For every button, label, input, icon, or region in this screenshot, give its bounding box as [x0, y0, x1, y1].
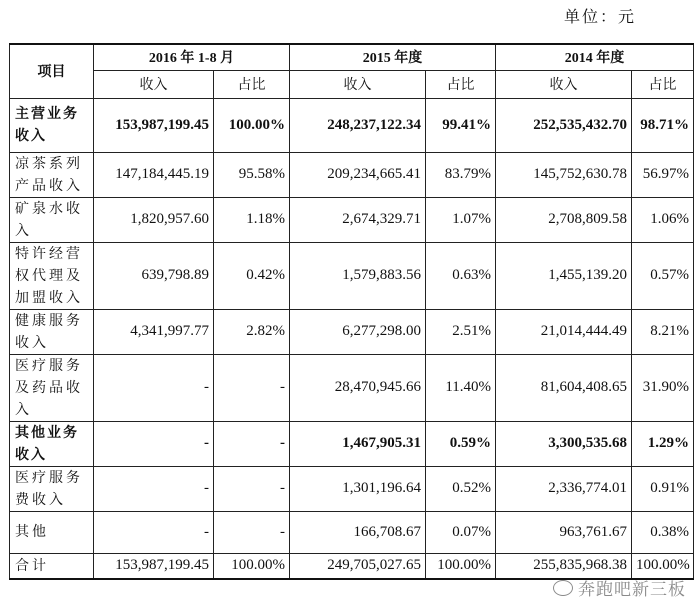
ratio-cell: 100.00%: [632, 553, 694, 579]
row-label: 主营业务收入: [10, 98, 94, 152]
ratio-cell: -: [214, 421, 290, 466]
ratio-cell: 0.38%: [632, 511, 694, 553]
subheader-income: 收入: [94, 70, 214, 98]
row-label: 特许经营权代理及加盟收入: [10, 242, 94, 309]
wechat-logo-icon: [553, 580, 573, 596]
income-cell: 1,467,905.31: [290, 421, 426, 466]
subheader-ratio: 占比: [632, 70, 694, 98]
table-row: [10, 242, 694, 309]
row-label: 医疗服务费收入: [10, 466, 94, 511]
ratio-cell: 31.90%: [632, 354, 694, 421]
ratio-cell: 0.57%: [632, 242, 694, 309]
income-cell: 145,752,630.78: [496, 152, 632, 197]
income-cell: 147,184,445.19: [94, 152, 214, 197]
ratio-cell: 1.07%: [426, 197, 496, 242]
ratio-cell: 95.58%: [214, 152, 290, 197]
unit-label: 单位：元: [563, 7, 636, 26]
ratio-cell: 0.59%: [426, 421, 496, 466]
income-cell: 6,277,298.00: [290, 309, 426, 354]
subheader-income: 收入: [496, 70, 632, 98]
subheader-ratio: 占比: [426, 70, 496, 98]
table-row: [10, 354, 694, 421]
ratio-cell: 2.82%: [214, 309, 290, 354]
row-label: 矿泉水收入: [10, 197, 94, 242]
income-cell: 248,237,122.34: [290, 98, 426, 152]
col-header-item: 项目: [10, 44, 94, 98]
watermark-text: 奔跑吧新三板: [578, 580, 686, 600]
subheader-income: 收入: [290, 70, 426, 98]
row-label: 医疗服务及药品收入: [10, 354, 94, 421]
income-cell: 153,987,199.45: [94, 98, 214, 152]
income-cell: 81,604,408.65: [496, 354, 632, 421]
income-cell: 2,674,329.71: [290, 197, 426, 242]
income-cell: 3,300,535.68: [496, 421, 632, 466]
income-cell: 639,798.89: [94, 242, 214, 309]
income-cell: 153,987,199.45: [94, 553, 214, 579]
ratio-cell: 2.51%: [426, 309, 496, 354]
row-label: 其他业务收入: [10, 421, 94, 466]
income-cell: 166,708.67: [290, 511, 426, 553]
income-cell: 1,455,139.20: [496, 242, 632, 309]
ratio-cell: -: [214, 466, 290, 511]
income-table: [9, 43, 694, 580]
ratio-cell: 0.52%: [426, 466, 496, 511]
table-row: [10, 511, 694, 553]
income-cell: 1,820,957.60: [94, 197, 214, 242]
ratio-cell: 99.41%: [426, 98, 496, 152]
ratio-cell: 0.63%: [426, 242, 496, 309]
table-row: [10, 197, 694, 242]
ratio-cell: 11.40%: [426, 354, 496, 421]
income-cell: 21,014,444.49: [496, 309, 632, 354]
income-cell: 252,535,432.70: [496, 98, 632, 152]
table-row: [10, 98, 694, 152]
watermark: [553, 575, 686, 600]
subheader-ratio: 占比: [214, 70, 290, 98]
row-label: 合计: [10, 553, 94, 579]
table-body: [10, 98, 694, 579]
ratio-cell: 100.00%: [426, 553, 496, 579]
income-cell: 209,234,665.41: [290, 152, 426, 197]
ratio-cell: -: [214, 511, 290, 553]
income-cell: 2,336,774.01: [496, 466, 632, 511]
row-label: 健康服务收入: [10, 309, 94, 354]
income-cell: 4,341,997.77: [94, 309, 214, 354]
ratio-cell: 100.00%: [214, 553, 290, 579]
income-cell: 2,708,809.58: [496, 197, 632, 242]
table-row: [10, 421, 694, 466]
ratio-cell: 1.18%: [214, 197, 290, 242]
income-cell: 255,835,968.38: [496, 553, 632, 579]
ratio-cell: 1.29%: [632, 421, 694, 466]
col-header-2014: 2014 年度: [496, 44, 694, 70]
ratio-cell: 83.79%: [426, 152, 496, 197]
ratio-cell: 1.06%: [632, 197, 694, 242]
table-row: [10, 309, 694, 354]
table-row: [10, 466, 694, 511]
ratio-cell: 0.91%: [632, 466, 694, 511]
income-cell: 28,470,945.66: [290, 354, 426, 421]
income-cell: -: [94, 354, 214, 421]
table-row: [10, 152, 694, 197]
income-cell: -: [94, 421, 214, 466]
row-label: 其他: [10, 511, 94, 553]
ratio-cell: 0.07%: [426, 511, 496, 553]
income-cell: -: [94, 511, 214, 553]
ratio-cell: 100.00%: [214, 98, 290, 152]
ratio-cell: 8.21%: [632, 309, 694, 354]
income-cell: 249,705,027.65: [290, 553, 426, 579]
income-cell: 1,301,196.64: [290, 466, 426, 511]
ratio-cell: 98.71%: [632, 98, 694, 152]
income-cell: 1,579,883.56: [290, 242, 426, 309]
col-header-2015: 2015 年度: [290, 44, 496, 70]
income-cell: 963,761.67: [496, 511, 632, 553]
col-header-2016: 2016 年 1-8 月: [94, 44, 290, 70]
ratio-cell: -: [214, 354, 290, 421]
ratio-cell: 56.97%: [632, 152, 694, 197]
row-label: 凉茶系列产品收入: [10, 152, 94, 197]
income-cell: -: [94, 466, 214, 511]
ratio-cell: 0.42%: [214, 242, 290, 309]
